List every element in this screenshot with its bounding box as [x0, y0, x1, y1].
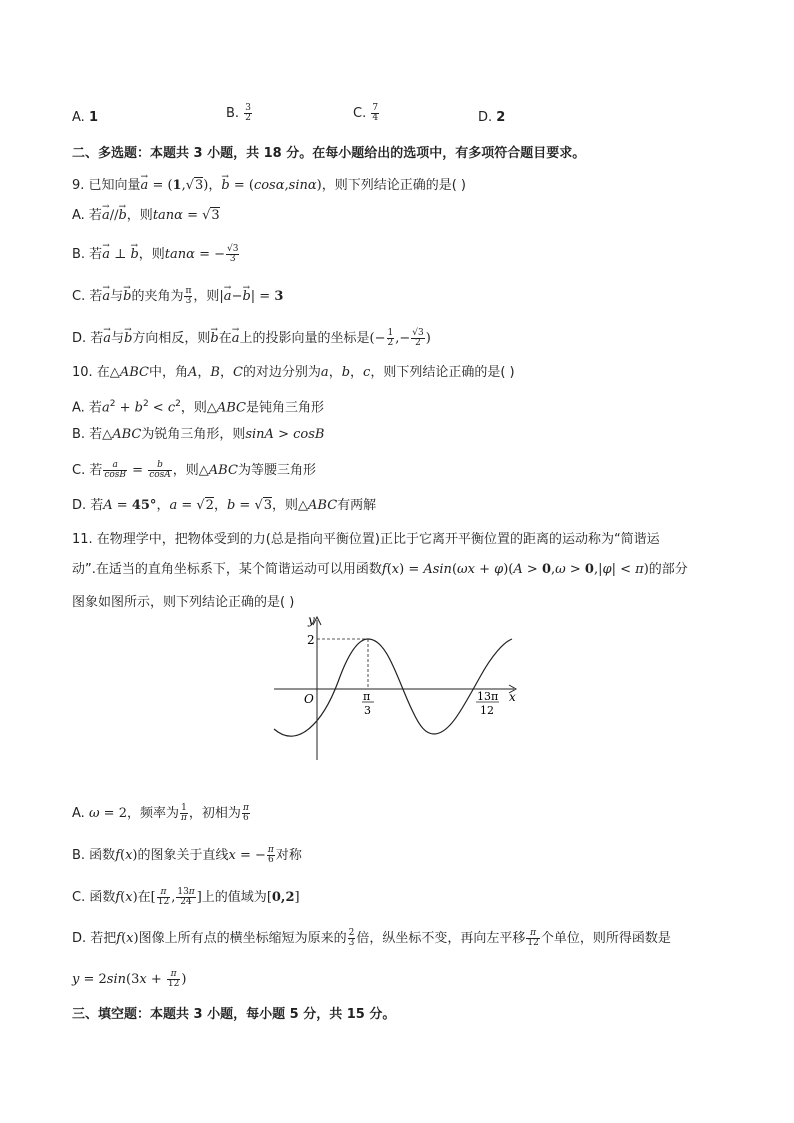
q11-option-c: C. 函数f(x)在[ $\frac{\pi}{12}$ , $\frac{13\pi}{24}$ ]上的值域为[0,2]: [72, 887, 300, 907]
section3-heading: 三、填空题：本题共 3 小题，每小题 5 分，共 15 分。: [72, 1007, 396, 1022]
q10-stem: 10. 在△ABC中，角A，B，C的对边分别为a，b，c，则下列结论正确的是( ): [72, 365, 515, 380]
origin-label: O: [304, 692, 314, 706]
tick-pi-denominator: 3: [364, 704, 371, 717]
tick-pi-numerator: π: [363, 690, 371, 703]
q10-option-a: A. 若$a^2 + b^2 < c^2$，则△ABC是钝角三角形: [72, 399, 325, 416]
peak-label: 2: [307, 633, 315, 647]
q11-stem-line3: 图象如图所示，则下列结论正确的是( ): [72, 595, 295, 610]
tick-13pi-denominator: 12: [480, 704, 494, 717]
section2-heading: 二、多选题：本题共 3 小题，共 18 分。在每小题给出的选项中，有多项符合题目要求。: [72, 146, 586, 161]
sine-curve: [274, 639, 512, 736]
q9-option-d: D. 若→ a与→ b方向相反，则→ b在→ a上的投影向量的坐标是(− $\frac{1}{2}$ ,− $\frac{√3}{2}$ ): [72, 329, 431, 348]
option-a: A. 1: [72, 110, 98, 125]
q11-option-d-result: y = 2sin(3x + $\frac{\pi}{12}$ ): [72, 969, 187, 989]
q9-stem: 9. 已知向量→ a = (1,√3)，→ b = (cosα,sinα)，则下列结论正确的是( ): [72, 177, 466, 195]
y-axis-label: y: [308, 613, 315, 627]
sine-graph: [268, 612, 528, 764]
q11-stem-line1: 11. 在物理学中，把物体受到的力(总是指向平衡位置)正比于它离开平衡位置的距离的运动称为“简谐运: [72, 532, 660, 547]
q9-option-a: A. 若→ a//→ b，则tanα = √3: [72, 207, 220, 225]
q11-option-b: B. 函数f(x)的图象关于直线x = − $\frac{\pi}{6}$ 对称: [72, 845, 302, 865]
q9-option-c: C. 若→ a与→ b的夹角为 $\frac{\pi}{3}$ ，则|→ a−→ b| = 3: [72, 287, 283, 306]
q10-option-c: C. 若 $\frac{a}{\cos B}$ = $\frac{b}{\cos A}$ ，则△ABC为等腰三角形: [72, 460, 316, 480]
q11-stem-line2: 动”.在适当的直角坐标系下，某个简谐运动可以用函数f(x) = Asin(ωx + φ)(A > 0,ω > 0,|φ| < π)的部分: [72, 562, 688, 577]
option-b: B. $\frac{3}{2}$: [226, 103, 251, 123]
q11-option-d: D. 若把f(x)图像上所有点的横坐标缩短为原来的 $\frac{2}{3}$ 倍，纵坐标不变，再向左平移 $\frac{\pi}{12}$ 个单位，则所得函数是: [72, 928, 671, 948]
option-c: C. $\frac{7}{4}$: [353, 103, 379, 123]
q11-option-a: A. ω = 2，频率为 $\frac{1}{\pi}$ ，初相为 $\frac{\pi}{6}$: [72, 803, 249, 823]
option-d: D. 2: [478, 110, 506, 125]
x-axis-label: x: [509, 690, 516, 704]
q10-option-b: B. 若△ABC为锐角三角形，则sinA > cosB: [72, 427, 325, 442]
q9-option-b: B. 若→ a ⊥ → b，则tanα = − $\frac{√3}{3}$: [72, 245, 240, 264]
tick-13pi-numerator: 13π: [477, 690, 499, 703]
q10-option-d: D. 若A = 45°，a = √2，b = √3，则△ABC有两解: [72, 498, 377, 513]
